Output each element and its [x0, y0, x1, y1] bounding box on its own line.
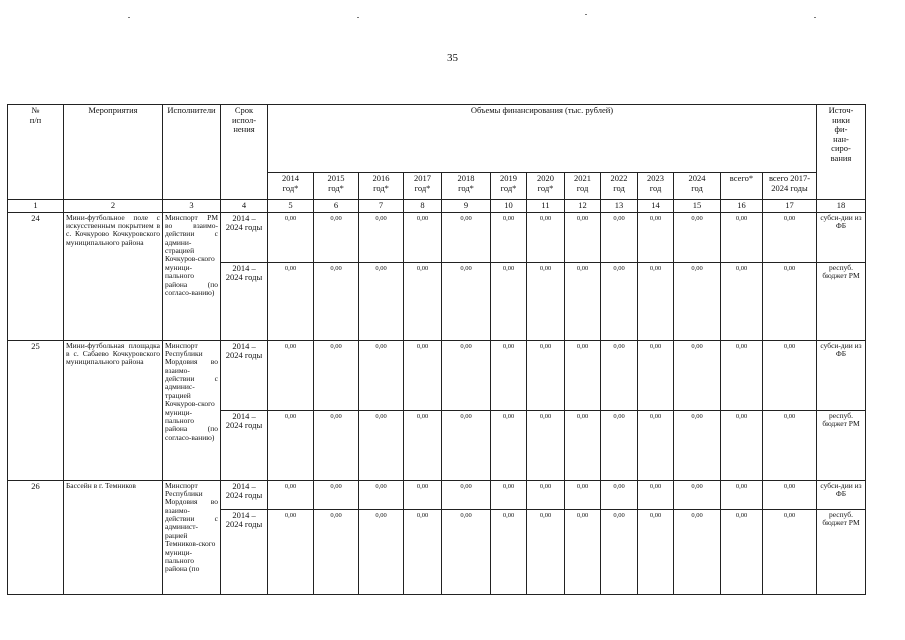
column-number: 2: [64, 200, 163, 213]
value-cell: 0,00: [721, 480, 763, 509]
column-number: 4: [221, 200, 268, 213]
value-cell: 0,00: [359, 340, 404, 410]
column-number: 18: [817, 200, 866, 213]
value-cell: 0,00: [721, 262, 763, 340]
value-cell: 0,00: [638, 340, 674, 410]
value-cell: 0,00: [565, 410, 601, 480]
value-cell: 0,00: [442, 340, 491, 410]
value-cell: 0,00: [442, 480, 491, 509]
value-cell: 0,00: [721, 212, 763, 262]
value-cell: 0,00: [565, 340, 601, 410]
value-cell: 0,00: [527, 480, 565, 509]
column-number: 3: [163, 200, 221, 213]
value-cell: 0,00: [674, 262, 721, 340]
funding-source: респуб. бюджет РМ: [817, 509, 866, 594]
value-cell: 0,00: [442, 212, 491, 262]
table-row: [8, 480, 866, 509]
value-cell: 0,00: [527, 262, 565, 340]
value-cell: 0,00: [491, 262, 527, 340]
value-cell: 0,00: [404, 212, 442, 262]
column-number: 7: [359, 200, 404, 213]
value-cell: 0,00: [527, 410, 565, 480]
value-cell: 0,00: [527, 212, 565, 262]
column-number: 17: [763, 200, 817, 213]
term-cell: 2014 – 2024 годы: [221, 410, 268, 480]
column-number: 1: [8, 200, 64, 213]
header-term: Срок испол- нения: [221, 105, 268, 200]
column-number: 6: [314, 200, 359, 213]
value-cell: 0,00: [763, 340, 817, 410]
header-executors: Исполнители: [163, 105, 221, 200]
value-cell: 0,00: [314, 410, 359, 480]
value-cell: 0,00: [638, 212, 674, 262]
value-cell: 0,00: [314, 340, 359, 410]
value-cell: 0,00: [491, 340, 527, 410]
executor: Минспорт Республики Мордовия во взаимо-действии с админист-рацией Темников-ского муници-пального района (по: [163, 480, 221, 594]
value-cell: 0,00: [314, 212, 359, 262]
header-event: Мероприятия: [64, 105, 163, 200]
value-cell: 0,00: [763, 509, 817, 594]
value-cell: 0,00: [404, 410, 442, 480]
value-cell: 0,00: [721, 340, 763, 410]
value-cell: 0,00: [565, 509, 601, 594]
term-cell: 2014 – 2024 годы: [221, 262, 268, 340]
value-cell: 0,00: [268, 509, 314, 594]
funding-source: респуб. бюджет РМ: [817, 410, 866, 480]
value-cell: 0,00: [565, 480, 601, 509]
table-row: [8, 212, 866, 262]
table-row: [8, 340, 866, 410]
value-cell: 0,00: [359, 410, 404, 480]
value-cell: 0,00: [268, 340, 314, 410]
column-number: 10: [491, 200, 527, 213]
value-cell: 0,00: [527, 340, 565, 410]
value-cell: 0,00: [359, 480, 404, 509]
term-cell: 2014 – 2024 годы: [221, 340, 268, 410]
value-cell: 0,00: [638, 480, 674, 509]
value-cell: 0,00: [314, 509, 359, 594]
value-cell: 0,00: [763, 212, 817, 262]
value-cell: 0,00: [565, 262, 601, 340]
value-cell: 0,00: [601, 212, 638, 262]
value-cell: 0,00: [601, 480, 638, 509]
header-year: 2024 год: [674, 173, 721, 200]
executor: Минспорт Республики Мордовия во взаимо-действии с админис-трацией Кочкуров-ского муници-пального района (по согласо-ванию): [163, 340, 221, 480]
value-cell: 0,00: [442, 262, 491, 340]
term-cell: 2014 – 2024 годы: [221, 212, 268, 262]
event-name: Мини-футбольное поле с искусственным покрытием в с. Кочкурово Кочкуровского муниципального района: [64, 212, 163, 340]
header-year: всего*: [721, 173, 763, 200]
value-cell: 0,00: [527, 509, 565, 594]
header-year: 2019 год*: [491, 173, 527, 200]
scan-artifact: [585, 14, 587, 15]
value-cell: 0,00: [601, 509, 638, 594]
term-cell: 2014 – 2024 годы: [221, 509, 268, 594]
header-year: 2016 год*: [359, 173, 404, 200]
value-cell: 0,00: [763, 262, 817, 340]
header-year: 2023 год: [638, 173, 674, 200]
value-cell: 0,00: [404, 340, 442, 410]
event-name: Мини-футбольная площадка в с. Сабаево Кочкуровского муниципального района: [64, 340, 163, 480]
value-cell: 0,00: [601, 340, 638, 410]
header-year: 2017 год*: [404, 173, 442, 200]
value-cell: 0,00: [268, 410, 314, 480]
column-number: 11: [527, 200, 565, 213]
value-cell: 0,00: [359, 262, 404, 340]
value-cell: 0,00: [674, 480, 721, 509]
value-cell: 0,00: [442, 509, 491, 594]
page-number: 35: [447, 52, 458, 64]
header-num: № п/п: [8, 105, 64, 200]
value-cell: 0,00: [359, 212, 404, 262]
column-number: 8: [404, 200, 442, 213]
value-cell: 0,00: [601, 262, 638, 340]
value-cell: 0,00: [721, 509, 763, 594]
row-number: 26: [8, 480, 64, 594]
value-cell: 0,00: [314, 262, 359, 340]
term-cell: 2014 – 2024 годы: [221, 480, 268, 509]
value-cell: 0,00: [268, 212, 314, 262]
column-number: 14: [638, 200, 674, 213]
value-cell: 0,00: [674, 410, 721, 480]
value-cell: 0,00: [674, 340, 721, 410]
financing-table: [7, 104, 866, 595]
value-cell: 0,00: [491, 480, 527, 509]
header-volumes: Объемы финансирования (тыс. рублей): [268, 105, 817, 173]
value-cell: 0,00: [763, 480, 817, 509]
value-cell: 0,00: [491, 410, 527, 480]
value-cell: 0,00: [721, 410, 763, 480]
value-cell: 0,00: [674, 212, 721, 262]
funding-source: субси-дии из ФБ: [817, 340, 866, 410]
scan-artifact: [814, 17, 816, 18]
row-number: 25: [8, 340, 64, 480]
column-number: 15: [674, 200, 721, 213]
header-year: всего 2017- 2024 годы: [763, 173, 817, 200]
value-cell: 0,00: [404, 480, 442, 509]
column-number: 9: [442, 200, 491, 213]
header-year: 2022 год: [601, 173, 638, 200]
value-cell: 0,00: [638, 410, 674, 480]
value-cell: 0,00: [268, 480, 314, 509]
value-cell: 0,00: [763, 410, 817, 480]
value-cell: 0,00: [359, 509, 404, 594]
column-number: 12: [565, 200, 601, 213]
column-number: 13: [601, 200, 638, 213]
funding-source: респуб. бюджет РМ: [817, 262, 866, 340]
scan-artifact: [128, 17, 130, 18]
value-cell: 0,00: [268, 262, 314, 340]
funding-source: субси-дии из ФБ: [817, 480, 866, 509]
value-cell: 0,00: [674, 509, 721, 594]
header-year: 2021 год: [565, 173, 601, 200]
column-number: 5: [268, 200, 314, 213]
value-cell: 0,00: [638, 509, 674, 594]
value-cell: 0,00: [404, 262, 442, 340]
value-cell: 0,00: [314, 480, 359, 509]
value-cell: 0,00: [442, 410, 491, 480]
value-cell: 0,00: [404, 509, 442, 594]
value-cell: 0,00: [601, 410, 638, 480]
header-sources: Источ- ники фи- нан- сиро- вания: [817, 105, 866, 200]
executor: Минспорт РМ во взаимо-действии с админи-страцией Кочкуров-ского муници-пального района (по согласо-ванию): [163, 212, 221, 340]
header-year: 2015 год*: [314, 173, 359, 200]
value-cell: 0,00: [638, 262, 674, 340]
row-number: 24: [8, 212, 64, 340]
value-cell: 0,00: [491, 509, 527, 594]
funding-source: субси-дии из ФБ: [817, 212, 866, 262]
header-year: 2018 год*: [442, 173, 491, 200]
value-cell: 0,00: [491, 212, 527, 262]
header-year: 2014 год*: [268, 173, 314, 200]
column-number: 16: [721, 200, 763, 213]
event-name: Бассейн в г. Темников: [64, 480, 163, 594]
header-year: 2020 год*: [527, 173, 565, 200]
value-cell: 0,00: [565, 212, 601, 262]
scan-artifact: [357, 17, 359, 18]
